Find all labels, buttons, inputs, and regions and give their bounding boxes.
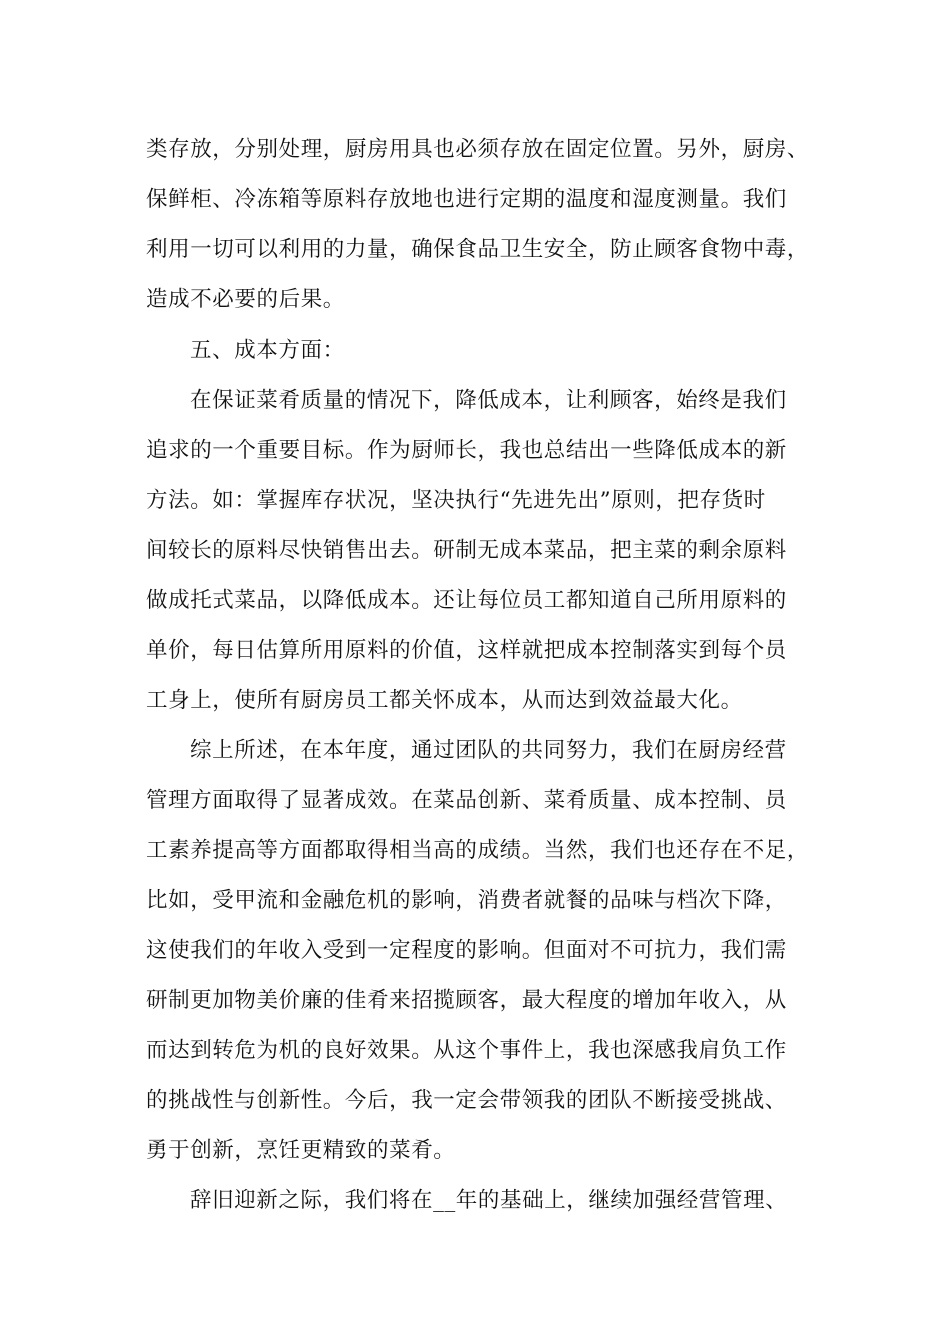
text-line: 研制更加物美价廉的佳肴来招揽顾客，最大程度的增加年收入，从 — [146, 988, 787, 1013]
text-line: 方法。如：掌握库存状况，坚决执行“先进先出”原则，把存货时 — [146, 488, 766, 513]
text-line: 类存放，分别处理，厨房用具也必须存放在固定位置。另外，厨房、 — [146, 137, 810, 162]
text-line: 利用一切可以利用的力量，确保食品卫生安全，防止顾客食物中毒， — [146, 237, 810, 262]
text-line: 单价，每日估算所用原料的价值，这样就把成本控制落实到每个员 — [146, 638, 787, 663]
text-line: 工素养提高等方面都取得相当高的成绩。当然，我们也还存在不足， — [146, 838, 810, 863]
text-line: 追求的一个重要目标。作为厨师长，我也总结出一些降低成本的新 — [146, 438, 787, 463]
text-line: 这使我们的年收入受到一定程度的影响。但面对不可抗力，我们需 — [146, 938, 787, 963]
section-heading: 五、成本方面： — [190, 338, 345, 363]
text-line: 辞旧迎新之际，我们将在__年的基础上，继续加强经营管理、 — [190, 1188, 788, 1213]
text-line: 比如，受甲流和金融危机的影响，消费者就餐的品味与档次下降， — [146, 888, 787, 913]
text-line: 勇于创新，烹饪更精致的菜肴。 — [146, 1138, 456, 1163]
text-line: 工身上，使所有厨房员工都关怀成本，从而达到效益最大化。 — [146, 688, 743, 713]
text-line: 而达到转危为机的良好效果。从这个事件上，我也深感我肩负工作 — [146, 1038, 787, 1063]
text-line: 在保证菜肴质量的情况下，降低成本，让利顾客，始终是我们 — [190, 388, 787, 413]
text-line: 综上所述，在本年度，通过团队的共同努力，我们在厨房经营 — [190, 738, 787, 763]
text-line: 做成托式菜品，以降低成本。还让每位员工都知道自己所用原料的 — [146, 588, 787, 613]
text-line: 间较长的原料尽快销售出去。研制无成本菜品，把主菜的剩余原料 — [146, 538, 787, 563]
text-line: 管理方面取得了显著成效。在菜品创新、菜肴质量、成本控制、员 — [146, 788, 787, 813]
text-line: 的挑战性与创新性。今后，我一定会带领我的团队不断接受挑战、 — [146, 1088, 787, 1113]
text-line: 造成不必要的后果。 — [146, 287, 345, 312]
text-line: 保鲜柜、冷冻箱等原料存放地也进行定期的温度和湿度测量。我们 — [146, 187, 787, 212]
